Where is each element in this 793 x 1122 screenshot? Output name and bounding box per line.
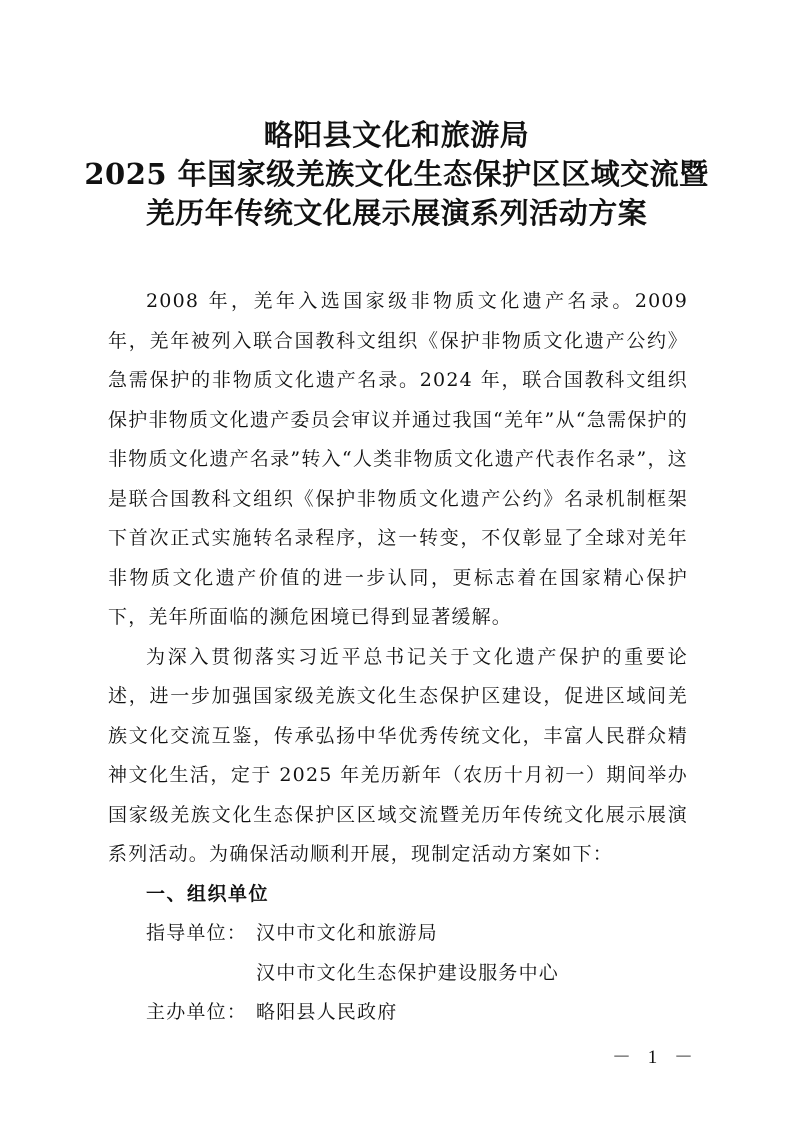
paragraph-1: 2008 年，羌年入选国家级非物质文化遗产名录。2009 年，羌年被列入联合国教科文组织《保护非物质文化遗产公约》急需保护的非物质文化遗产名录。2024 年，联合国教科文组织保护非物质文化遗产委员会审议并通过我国“羌年”从“急需保护的非物质文化遗产名录”转入“人类非物质文化遗产代表作名录”，这是联合国教科文组织《保护非物质文化遗产公约》名录机制框架下首次正式实施转名录程序，这一转变，不仅彰显了全球对羌年非物质文化遗产价值的进一步认同，更标志着在国家精心保护下，羌年所面临的濒危困境已得到显著缓解。 xyxy=(108,290,688,628)
section-heading-organizers: 一、组织单位 xyxy=(146,882,270,905)
paragraph-2: 为深入贯彻落实习近平总书记关于文化遗产保护的重要论述，进一步加强国家级羌族文化生态保护区建设，促进区域间羌族文化交流互鉴，传承弘扬中华优秀传统文化，丰富人民群众精神文化生活，定于 2025 年羌历新年（农历十月初一）期间举办国家级羌族文化生态保护区区域交流暨羌历年传统文化展示展演系列活动。为确保活动顺利开展，现制定活动方案如下： xyxy=(108,645,688,865)
guide-unit-label: 指导单位： xyxy=(146,922,248,944)
title-line-1: 略阳县文化和旅游局 xyxy=(263,118,530,152)
title-line-3: 羌历年传统文化展示展演系列活动方案 xyxy=(145,196,648,230)
page-number: － 1 － xyxy=(611,1047,699,1068)
guide-unit-line-1 xyxy=(108,914,688,954)
guide-unit-name-1: 汉中市文化和旅游局 xyxy=(256,922,438,944)
document-body xyxy=(108,282,688,1033)
title-line-2: 2025 年国家级羌族文化生态保护区区域交流暨 xyxy=(84,157,709,191)
host-unit-name: 略阳县人民政府 xyxy=(256,1001,398,1023)
document-title xyxy=(0,116,793,233)
guide-unit-line-2 xyxy=(108,954,688,994)
host-unit-label: 主办单位： xyxy=(146,1001,248,1023)
guide-unit-name-2: 汉中市文化生态保护建设服务中心 xyxy=(256,961,560,984)
host-unit-line xyxy=(108,993,688,1033)
